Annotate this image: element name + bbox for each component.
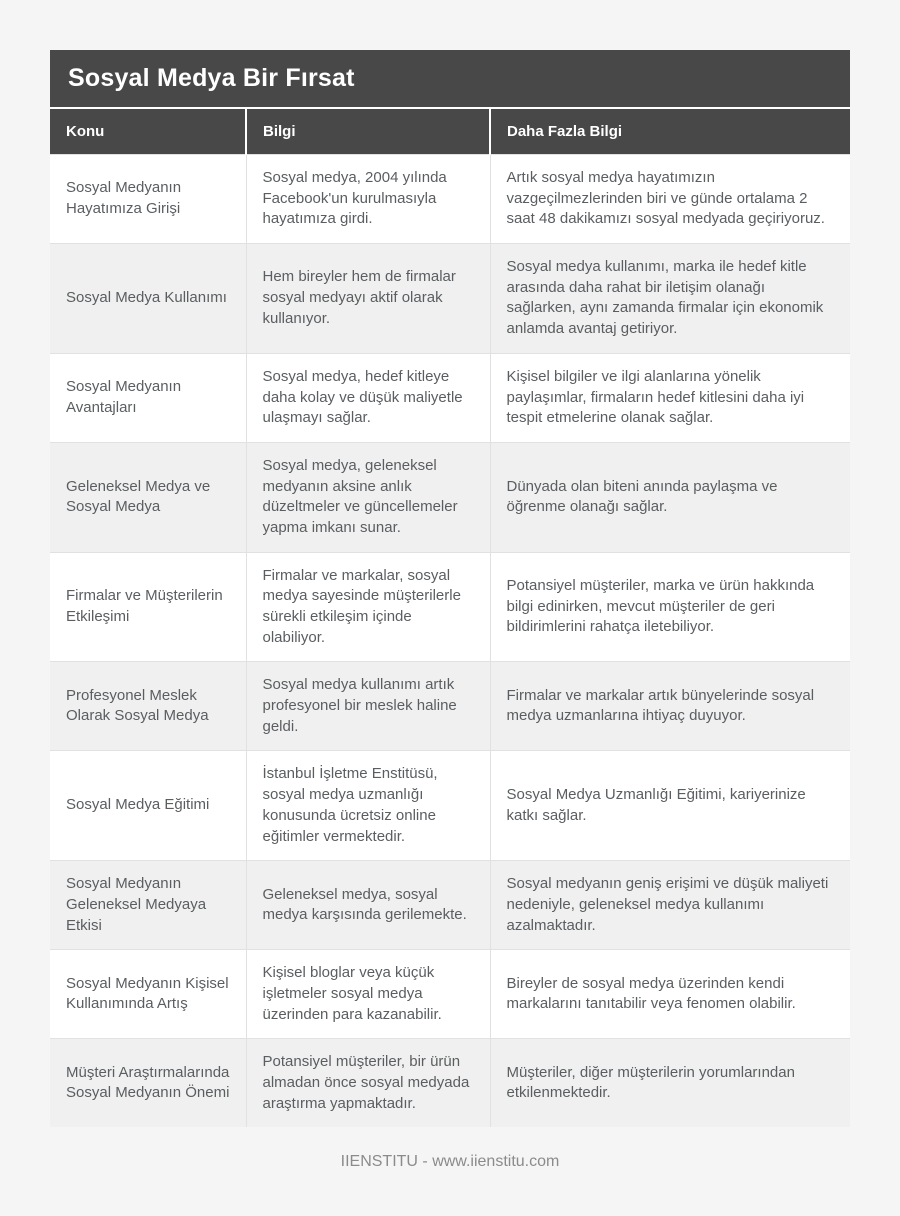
- cell-daha-fazla-bilgi: Potansiyel müşteriler, marka ve ürün hakkında bilgi edinirken, mevcut müşteriler de geri bildirimlerini rahatça iletebiliyor.: [490, 552, 850, 662]
- cell-bilgi: Firmalar ve markalar, sosyal medya sayesinde müşterilerle sürekli etkileşim içinde olabiliyor.: [246, 552, 490, 662]
- table-row: [50, 662, 850, 751]
- table-row: [50, 155, 850, 244]
- page-title: Sosyal Medya Bir Fırsat: [50, 50, 850, 109]
- cell-konu: Sosyal Medyanın Avantajları: [50, 353, 246, 442]
- column-header-bilgi: Bilgi: [246, 109, 490, 155]
- cell-bilgi: Sosyal medya, geleneksel medyanın aksine anlık düzeltmeler ve güncellemeler yapma imkanı sunar.: [246, 442, 490, 552]
- cell-daha-fazla-bilgi: Bireyler de sosyal medya üzerinden kendi markalarını tanıtabilir veya fenomen olabilir.: [490, 950, 850, 1039]
- column-header-daha-fazla-bilgi: Daha Fazla Bilgi: [490, 109, 850, 155]
- document: [50, 50, 850, 1171]
- cell-bilgi: Sosyal medya, hedef kitleye daha kolay ve düşük maliyetle ulaşmayı sağlar.: [246, 353, 490, 442]
- cell-daha-fazla-bilgi: Artık sosyal medya hayatımızın vazgeçilmezlerinden biri ve günde ortalama 2 saat 48 dakikamızı sosyal medyada geçiriyoruz.: [490, 155, 850, 244]
- cell-konu: Profesyonel Meslek Olarak Sosyal Medya: [50, 662, 246, 751]
- table-row: [50, 861, 850, 950]
- table-row: [50, 950, 850, 1039]
- cell-daha-fazla-bilgi: Müşteriler, diğer müşterilerin yorumlarından etkilenmektedir.: [490, 1039, 850, 1128]
- cell-daha-fazla-bilgi: Kişisel bilgiler ve ilgi alanlarına yönelik paylaşımlar, firmaların hedef kitlesini daha iyi tespit etmelerine olanak sağlar.: [490, 353, 850, 442]
- cell-daha-fazla-bilgi: Sosyal Medya Uzmanlığı Eğitimi, kariyerinize katkı sağlar.: [490, 751, 850, 861]
- table-row: [50, 552, 850, 662]
- cell-daha-fazla-bilgi: Dünyada olan biteni anında paylaşma ve öğrenme olanağı sağlar.: [490, 442, 850, 552]
- cell-bilgi: İstanbul İşletme Enstitüsü, sosyal medya uzmanlığı konusunda ücretsiz online eğitimler vermektedir.: [246, 751, 490, 861]
- table-header: [50, 109, 850, 155]
- cell-konu: Geleneksel Medya ve Sosyal Medya: [50, 442, 246, 552]
- cell-bilgi: Geleneksel medya, sosyal medya karşısında gerilemekte.: [246, 861, 490, 950]
- cell-konu: Sosyal Medya Eğitimi: [50, 751, 246, 861]
- cell-konu: Sosyal Medyanın Kişisel Kullanımında Artış: [50, 950, 246, 1039]
- cell-daha-fazla-bilgi: Firmalar ve markalar artık bünyelerinde sosyal medya uzmanlarına ihtiyaç duyuyor.: [490, 662, 850, 751]
- table-row: [50, 1039, 850, 1128]
- cell-bilgi: Potansiyel müşteriler, bir ürün almadan önce sosyal medyada araştırma yapmaktadır.: [246, 1039, 490, 1128]
- cell-bilgi: Sosyal medya kullanımı artık profesyonel bir meslek haline geldi.: [246, 662, 490, 751]
- info-table: [50, 109, 850, 1127]
- footer-text: IIENSTITU - www.iienstitu.com: [340, 1153, 560, 1171]
- table-row: [50, 442, 850, 552]
- cell-bilgi: Kişisel bloglar veya küçük işletmeler sosyal medya üzerinden para kazanabilir.: [246, 950, 490, 1039]
- column-header-konu: Konu: [50, 109, 246, 155]
- cell-bilgi: Sosyal medya, 2004 yılında Facebook'un kurulmasıyla hayatımıza girdi.: [246, 155, 490, 244]
- cell-konu: Sosyal Medya Kullanımı: [50, 244, 246, 354]
- table-row: [50, 244, 850, 354]
- cell-konu: Sosyal Medyanın Hayatımıza Girişi: [50, 155, 246, 244]
- cell-konu: Müşteri Araştırmalarında Sosyal Medyanın Önemi: [50, 1039, 246, 1128]
- cell-daha-fazla-bilgi: Sosyal medya kullanımı, marka ile hedef kitle arasında daha rahat bir iletişim olanağı sağlarken, aynı zamanda firmalar için ekonomik anlamda avantaj getiriyor.: [490, 244, 850, 354]
- table-body: [50, 155, 850, 1128]
- cell-konu: Firmalar ve Müşterilerin Etkileşimi: [50, 552, 246, 662]
- cell-konu: Sosyal Medyanın Geleneksel Medyaya Etkisi: [50, 861, 246, 950]
- table-row: [50, 353, 850, 442]
- cell-bilgi: Hem bireyler hem de firmalar sosyal medyayı aktif olarak kullanıyor.: [246, 244, 490, 354]
- table-row: [50, 751, 850, 861]
- cell-daha-fazla-bilgi: Sosyal medyanın geniş erişimi ve düşük maliyeti nedeniyle, geleneksel medya kullanımı azalmaktadır.: [490, 861, 850, 950]
